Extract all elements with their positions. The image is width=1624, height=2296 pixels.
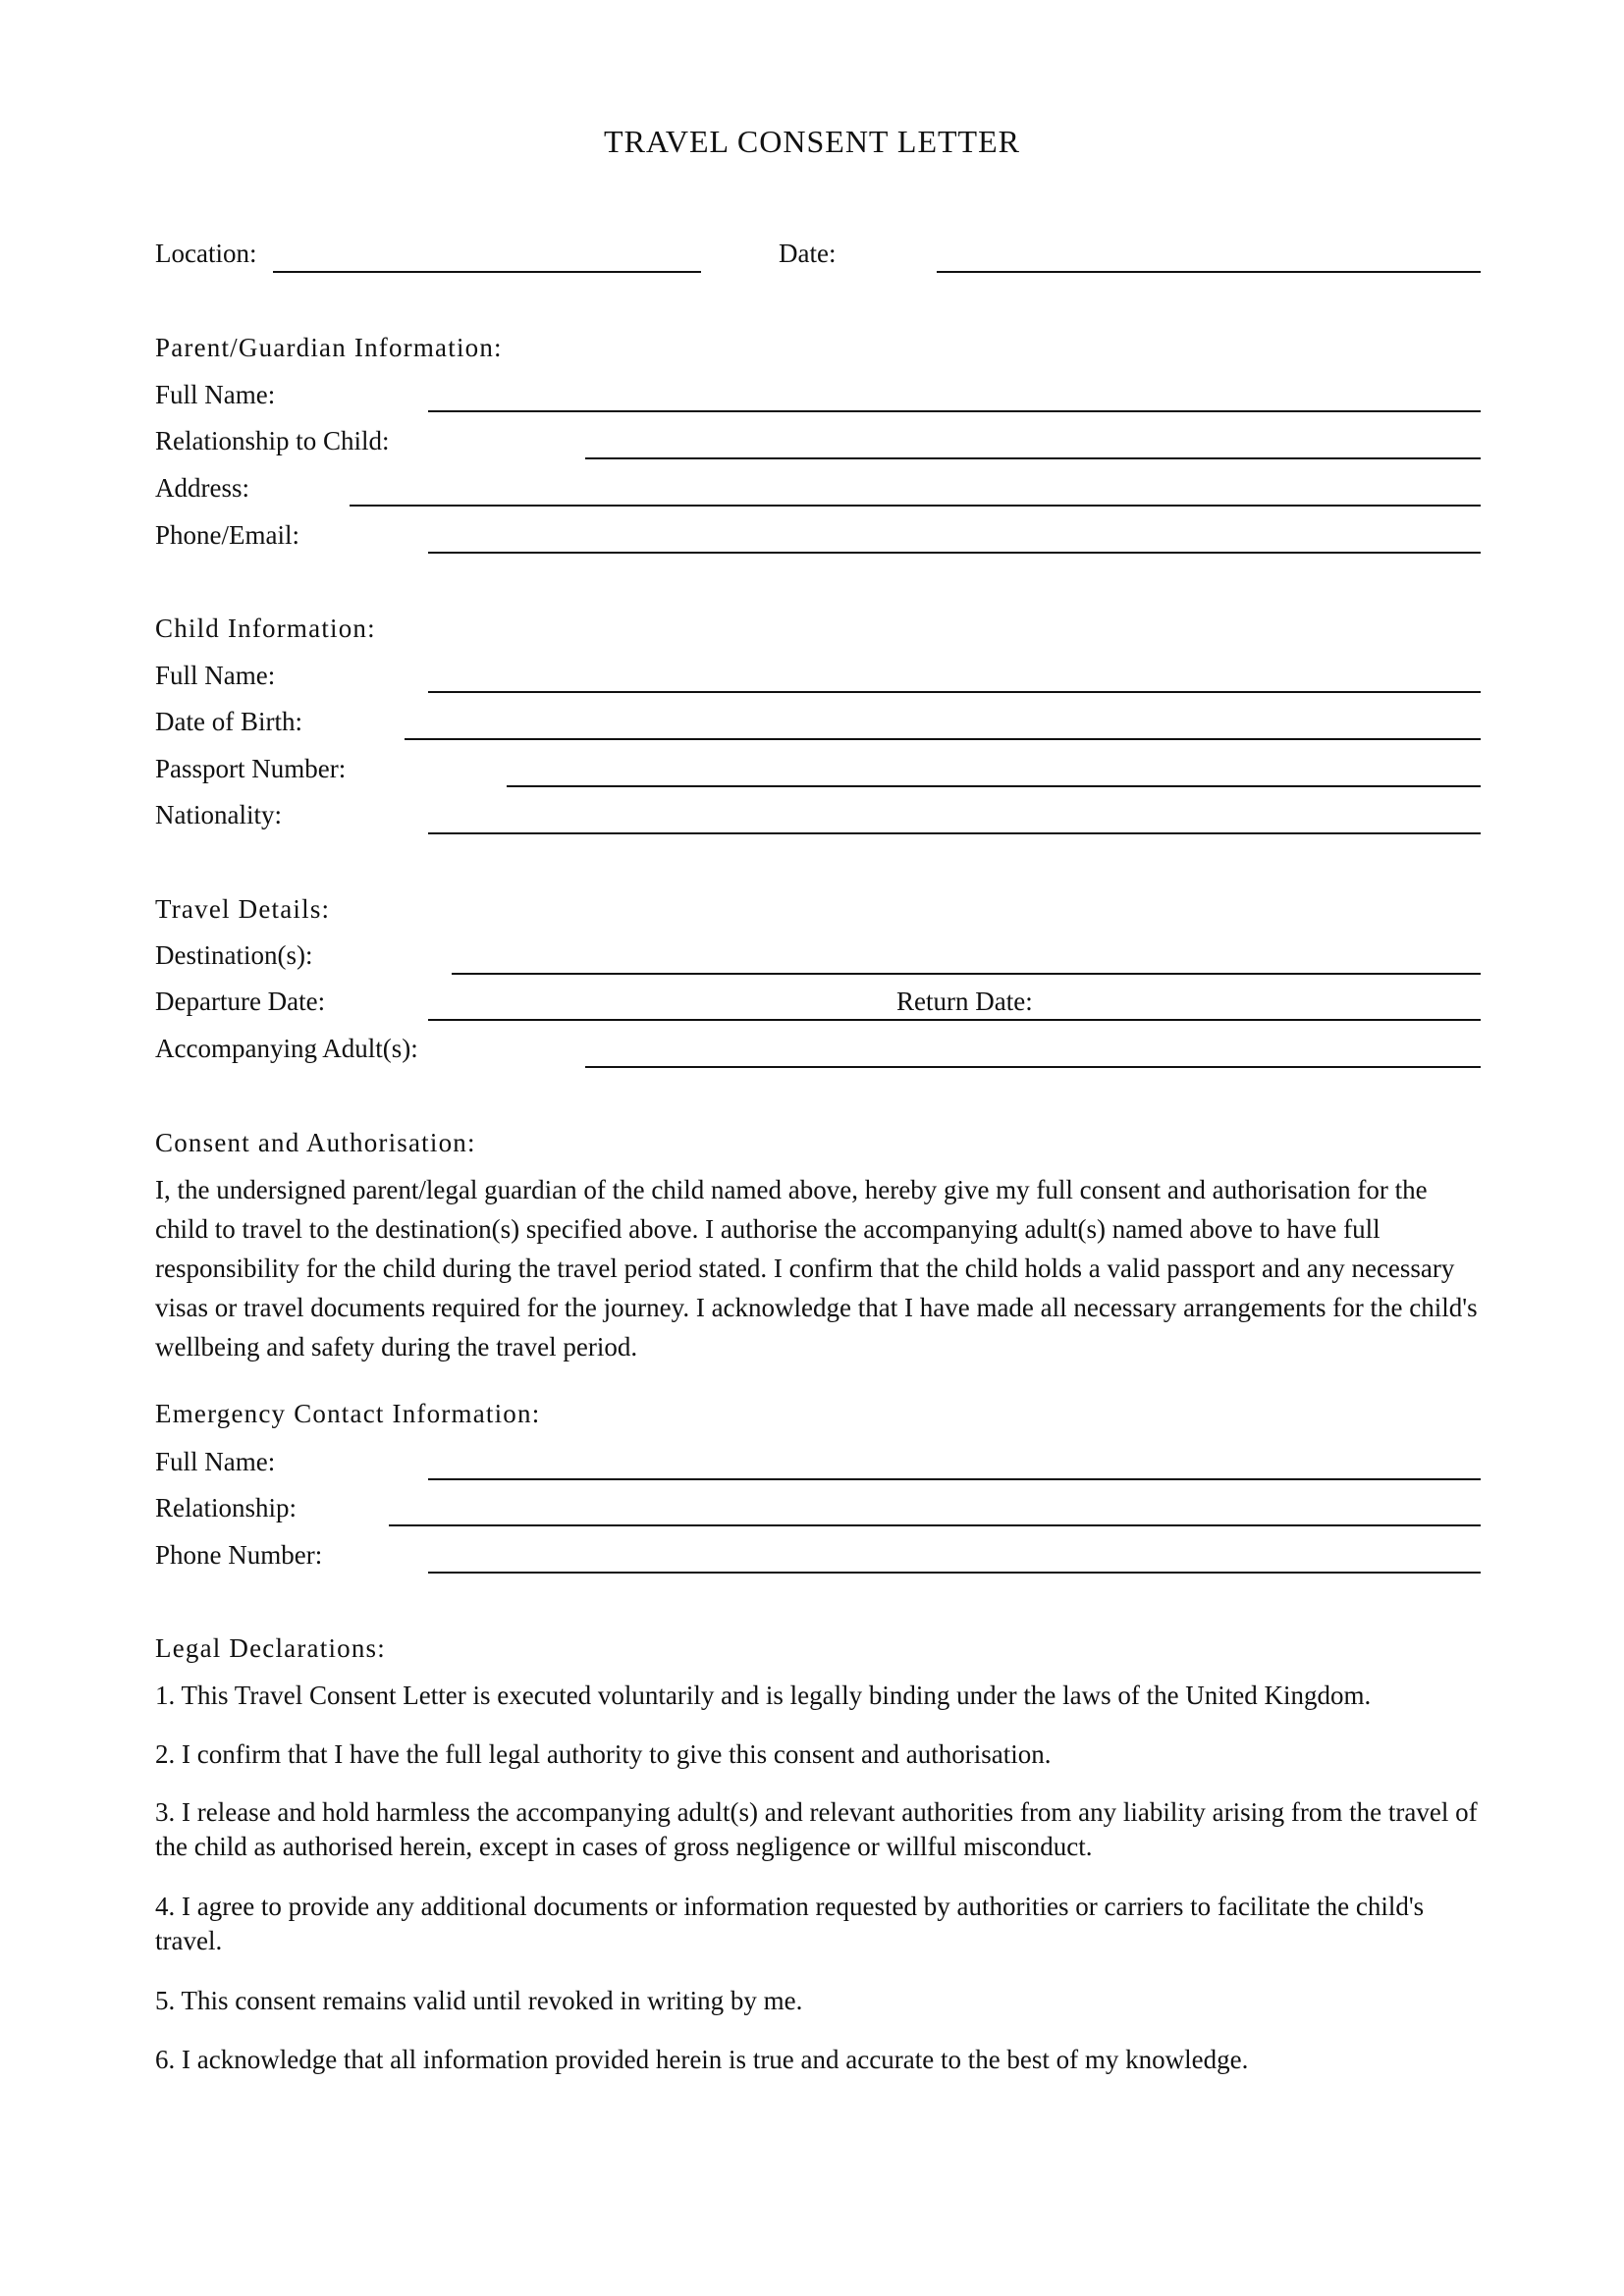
child-passport-field-line[interactable]: [507, 785, 1481, 787]
legal-declaration-4: 4. I agree to provide any additional documents or information requested by authorities or carriers to facilitate the child's travel.: [155, 1892, 1425, 1955]
emergency-full-name-field-line[interactable]: [428, 1478, 1481, 1480]
child-information-heading: Child Information:: [155, 614, 376, 643]
destination-field-line[interactable]: [452, 973, 1481, 975]
legal-declaration-1: 1. This Travel Consent Letter is executed voluntarily and is legally binding under the laws of the United Kingdom.: [155, 1681, 1372, 1710]
travel-details-heading: Travel Details:: [155, 894, 331, 924]
location-label: Location:: [155, 239, 257, 268]
departure-return-field-line[interactable]: [428, 1019, 1481, 1021]
parent-relationship-label: Relationship to Child:: [155, 426, 390, 455]
emergency-relationship-label: Relationship:: [155, 1493, 297, 1522]
accompanying-adults-field-line[interactable]: [585, 1066, 1481, 1068]
departure-date-label: Departure Date:: [155, 987, 326, 1016]
parent-address-label: Address:: [155, 473, 249, 503]
child-full-name-label: Full Name:: [155, 661, 276, 690]
parent-full-name-label: Full Name:: [155, 380, 276, 409]
parent-full-name-field-line[interactable]: [428, 410, 1481, 412]
legal-declaration-5: 5. This consent remains valid until revoked in writing by me.: [155, 1986, 803, 2015]
parent-relationship-field-line[interactable]: [585, 457, 1481, 459]
legal-declaration-3: 3. I release and hold harmless the accompanying adult(s) and relevant authorities from any liability arising from the travel of the child as authorised herein, except in cases of gross negligence or willful misconduct.: [155, 1797, 1478, 1861]
legal-declaration-6: 6. I acknowledge that all information provided herein is true and accurate to the best of my knowledge.: [155, 2045, 1249, 2074]
emergency-relationship-field-line[interactable]: [389, 1524, 1481, 1526]
accompanying-adults-label: Accompanying Adult(s):: [155, 1034, 418, 1063]
child-nationality-label: Nationality:: [155, 800, 282, 829]
consent-paragraph: I, the undersigned parent/legal guardian of the child named above, hereby give my full consent and authorisation for the child to travel to the destination(s) specified above. I authorise the accompanying adult(s) named above to have full responsibility for the child during the travel period stated. I confirm that the child holds a valid passport and any necessary visas or travel documents required for the journey. I acknowledge that I have made all necessary arrangements for the child's wellbeing and safety during the travel period.: [155, 1175, 1478, 1362]
return-date-label: Return Date:: [896, 987, 1033, 1016]
parent-phone-email-field-line[interactable]: [428, 552, 1481, 554]
emergency-contact-heading: Emergency Contact Information:: [155, 1399, 541, 1428]
parent-guardian-heading: Parent/Guardian Information:: [155, 333, 503, 362]
emergency-phone-label: Phone Number:: [155, 1540, 323, 1570]
date-field-line[interactable]: [937, 271, 1481, 273]
emergency-full-name-label: Full Name:: [155, 1447, 276, 1476]
legal-declarations-heading: Legal Declarations:: [155, 1633, 386, 1663]
page-title: TRAVEL CONSENT LETTER: [604, 124, 1020, 159]
child-full-name-field-line[interactable]: [428, 691, 1481, 693]
date-label: Date:: [779, 239, 837, 268]
parent-address-field-line[interactable]: [350, 505, 1481, 507]
consent-heading: Consent and Authorisation:: [155, 1128, 476, 1157]
location-field-line[interactable]: [273, 271, 701, 273]
emergency-phone-field-line[interactable]: [428, 1572, 1481, 1574]
child-nationality-field-line[interactable]: [428, 832, 1481, 834]
child-dob-field-line[interactable]: [405, 738, 1481, 740]
parent-phone-email-label: Phone/Email:: [155, 520, 299, 550]
legal-declaration-2: 2. I confirm that I have the full legal authority to give this consent and authorisation.: [155, 1739, 1052, 1769]
destination-label: Destination(s):: [155, 940, 313, 970]
child-passport-label: Passport Number:: [155, 754, 347, 783]
child-dob-label: Date of Birth:: [155, 707, 302, 736]
